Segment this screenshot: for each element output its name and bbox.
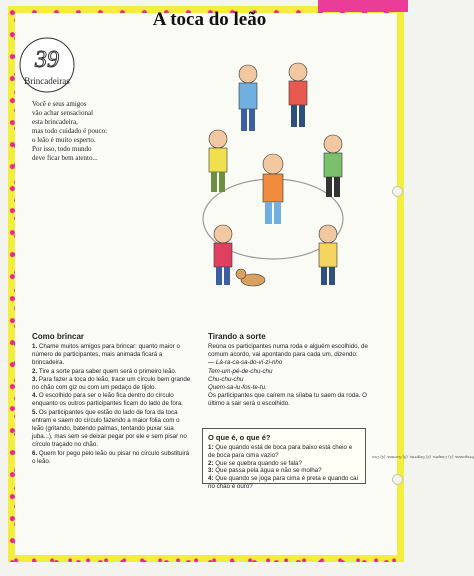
child-figure bbox=[209, 130, 227, 192]
tirando-sorte-intro: Reúna os participantes numa roda e alguém escolhido, de comum acordo, vai apontando para cada um, dizendo: bbox=[208, 343, 368, 359]
binder-hole bbox=[392, 186, 403, 197]
como-brincar-list bbox=[32, 343, 192, 466]
child-figure bbox=[289, 63, 307, 127]
poem-line: deve ficar bem atento... bbox=[32, 154, 98, 162]
riddles-list bbox=[208, 444, 360, 491]
child-figure bbox=[239, 65, 257, 131]
tirando-sorte-outro: Os participantes que caírem na sílaba tu saem da roda. O último a sair será o escolhido. bbox=[208, 392, 367, 408]
tirando-sorte-heading: Tirando a sorte bbox=[208, 332, 266, 341]
rhyme-line: Tem-um-pé-de-chu-chu bbox=[208, 367, 273, 375]
child-figure bbox=[214, 225, 232, 285]
riddle-item: 3: Que passa pela água e não se molha? bbox=[208, 467, 322, 475]
answers-credit: Respostas: (1) Chapéu, (2) Segredo, (3) Sombra, (4) Ovo bbox=[372, 455, 474, 460]
intro-poem bbox=[32, 100, 182, 163]
instruction-item: 4. O escolhido para ser o leão fica dentro do círculo enquanto os outros participantes ficam do lado de fora. bbox=[32, 392, 184, 408]
rhyme-line: Quem-sa-iu-fos-te-tu. bbox=[208, 384, 267, 392]
riddle-item: 1: Que quando está de boca para baixo está cheio e de boca para cima vazio? bbox=[208, 444, 353, 459]
tirando-sorte-rhyme bbox=[208, 359, 368, 392]
como-brincar-section bbox=[32, 332, 192, 466]
poem-line: o leão é muito esperto. bbox=[32, 136, 96, 144]
dog-figure bbox=[236, 269, 265, 286]
instruction-item: 5. Os participantes que estão do lado de fora da toca entram e saem do círculo fazendo a maior folia com o leão (gritando, batendo palmas, tentando puxar sua juba...), mas sem se deixar pegar por ele e sem pisar no círculo traçado no chão. bbox=[32, 408, 187, 449]
instruction-item: 2. Tire a sorte para saber quem será o primeiro leão. bbox=[32, 367, 177, 375]
rhyme-line: Chu-chu-chu bbox=[208, 375, 244, 383]
poem-line: vão achar sensacional bbox=[32, 109, 94, 117]
children-playing-illustration bbox=[188, 44, 358, 302]
child-figure bbox=[319, 225, 337, 285]
badge-label: Brincadeiras bbox=[24, 76, 70, 86]
poem-line: Você e seus amigos bbox=[32, 100, 87, 108]
tirando-sorte-section bbox=[208, 332, 368, 409]
page-title: A toca do leão bbox=[152, 9, 267, 30]
rhyme-line: — Lá-ra-ca-sa-do-ví-zi-nho bbox=[208, 359, 283, 367]
binder-hole bbox=[392, 474, 403, 485]
instruction-item: 1. Chame muitos amigos para brincar: quanto maior o número de participantes, mais animada ficará a brincadeira. bbox=[32, 343, 180, 367]
como-brincar-heading: Como brincar bbox=[32, 332, 85, 341]
riddle-item: 2: Que se quebra quando se fala? bbox=[208, 459, 302, 467]
poem-line: esta brincadeira, bbox=[32, 118, 78, 126]
badge-number: 39 bbox=[35, 47, 59, 73]
riddles-heading: O que é, o que é? bbox=[208, 433, 271, 442]
brincadeiras-badge bbox=[18, 36, 76, 94]
riddles-box bbox=[202, 428, 366, 490]
lion-child-figure bbox=[263, 154, 283, 224]
poem-line: Por isso, todo mundo bbox=[32, 145, 92, 153]
child-figure bbox=[324, 135, 342, 197]
instruction-item: 3. Para fazer a toca do leão, trace um círculo bem grande no chão com giz ou com um pedaço de tijolo. bbox=[32, 375, 191, 392]
poem-line: mas todo cuidado é pouco: bbox=[32, 127, 108, 135]
riddle-item: 4: Que quando se joga para cima é preta e quando cai no chão é ouro? bbox=[208, 475, 358, 490]
instruction-item: 6. Quem for pego pelo leão ou pisar no círculo substituirá o leão. bbox=[32, 449, 190, 465]
